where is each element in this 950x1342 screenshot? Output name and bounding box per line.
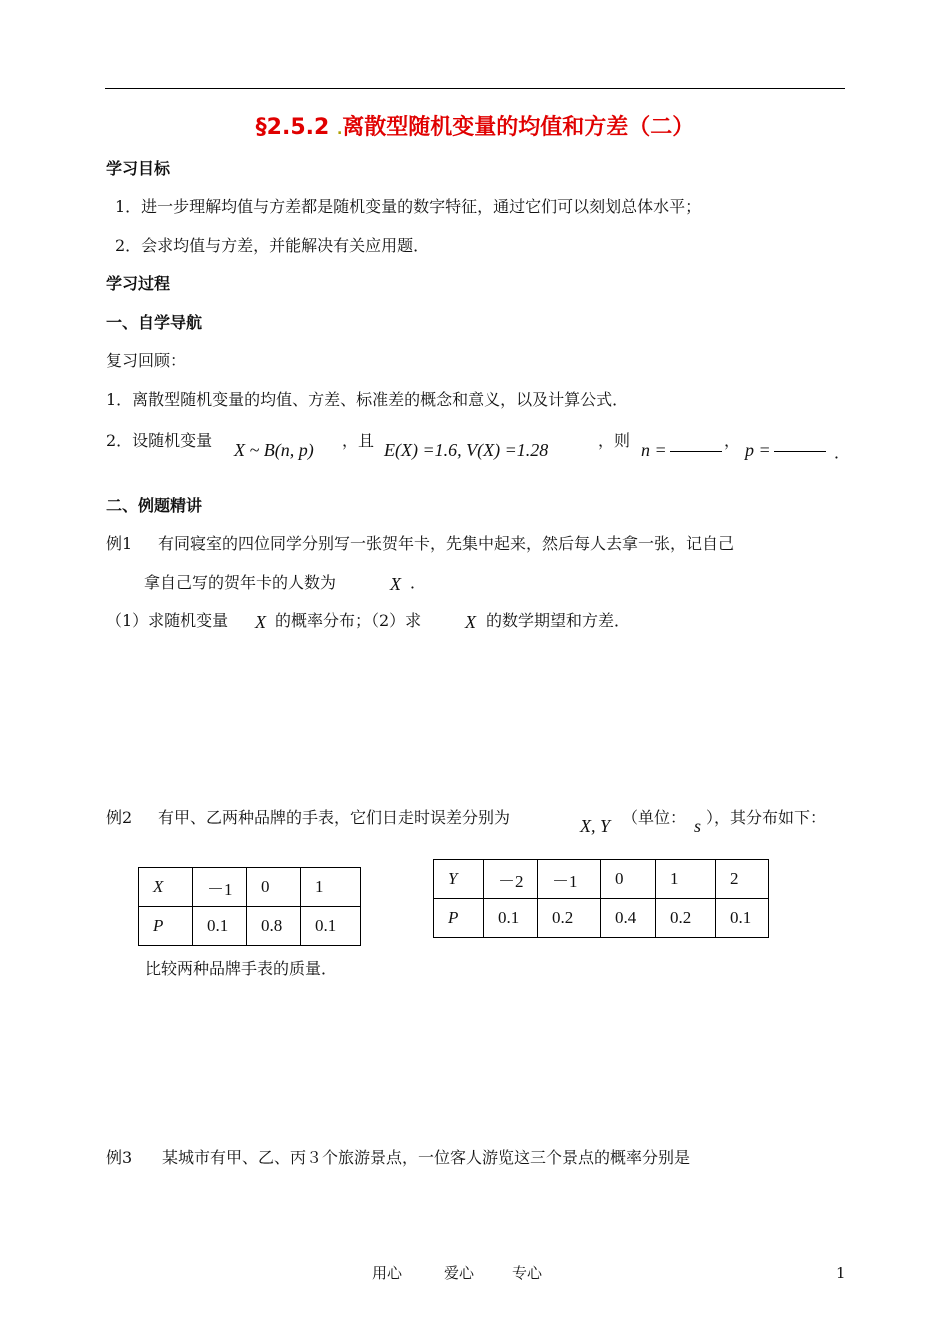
footer-yongxin: 用心 xyxy=(372,1264,403,1282)
page-number: 1 xyxy=(836,1264,846,1282)
item2-prefix: 2．设随机变量 xyxy=(106,431,213,450)
ex1-line2: 拿自己写的贺年卡的人数为 xyxy=(144,573,337,592)
review-item-1: 1．离散型随机变量的均值、方差、标准差的概念和意义，以及计算公式． xyxy=(106,390,629,409)
table-cell: －1 xyxy=(538,860,601,899)
section1-heading: 一、自学导航 xyxy=(106,313,203,332)
table-cell: －2 xyxy=(484,860,538,899)
review-item-2 xyxy=(106,428,212,451)
table-cell: 0.1 xyxy=(301,907,361,946)
table-cell: P xyxy=(139,907,193,946)
section2-heading: 二、例题精讲 xyxy=(106,496,203,515)
ex1-line2-end: ． xyxy=(410,573,427,592)
n-blank: n = xyxy=(641,440,725,461)
table-cell: 0.8 xyxy=(247,907,301,946)
ex2-unit-a: （单位： xyxy=(622,808,687,827)
table-x-distribution xyxy=(138,867,361,946)
table-y-distribution xyxy=(433,859,769,938)
ex3-text: 某城市有甲、乙、丙３个旅游景点，一位客人游览这三个景点的概率分别是 xyxy=(162,1148,691,1167)
table-cell: 1 xyxy=(656,860,716,899)
ex2-text: 有甲、乙两种品牌的手表，它们日走时误差分别为 xyxy=(158,808,511,827)
table-cell: 0.2 xyxy=(538,899,601,938)
table-cell: 0.1 xyxy=(716,899,769,938)
goal-item-1: 1．进一步理解均值与方差都是随机变量的数字特征，通过它们可以刻划总体水平； xyxy=(115,197,702,216)
table-cell: 0.1 xyxy=(484,899,538,938)
ex2-unit: s xyxy=(694,816,702,836)
process-heading: 学习过程 xyxy=(106,274,171,293)
table-cell: Y xyxy=(434,860,484,899)
ex1-q-var1: X xyxy=(255,612,266,632)
ex2-compare: 比较两种品牌手表的质量． xyxy=(145,959,338,978)
ex1-label: 例1 xyxy=(106,534,133,553)
ex1-q-a: （1）求随机变量 xyxy=(106,611,229,630)
item2-end: ． xyxy=(834,443,851,462)
ex1-line1: 有同寝室的四位同学分别写一张贺年卡，先集中起来，然后每人去拿一张，记自己 xyxy=(158,534,735,553)
footer-aixin: 爱心 xyxy=(444,1264,475,1282)
table-cell: －1 xyxy=(193,868,247,907)
ex1-q-b: 的概率分布；（2）求 xyxy=(275,611,422,630)
ex1-q-c: 的数学期望和方差． xyxy=(486,611,631,630)
header-rule xyxy=(105,88,845,89)
ex2-label: 例2 xyxy=(106,808,133,827)
table-cell: 0.2 xyxy=(656,899,716,938)
goal-item-2: 2．会求均值与方差，并能解决有关应用题． xyxy=(115,236,430,255)
table-cell: 0 xyxy=(601,860,656,899)
item2-then: ，则 xyxy=(598,431,631,450)
p-blank: p = xyxy=(745,440,829,461)
ex1-q-var2: X xyxy=(465,612,476,632)
footer-zhuanxin: 专心 xyxy=(512,1264,543,1282)
table-row xyxy=(139,868,361,907)
binomial-formula: X ~ B(n, p) xyxy=(234,440,314,460)
answer-blank-p xyxy=(774,451,826,452)
item2-sep: ， xyxy=(724,431,741,450)
expectation-formula: E(X) =1.6, V(X) =1.28 xyxy=(384,440,549,460)
table-cell: P xyxy=(434,899,484,938)
table-cell: 0.1 xyxy=(193,907,247,946)
ex2-unit-b: ），其分布如下： xyxy=(706,808,827,827)
goals-heading: 学习目标 xyxy=(106,159,171,178)
table-row xyxy=(139,907,361,946)
review-label: 复习回顾： xyxy=(106,351,187,370)
page-title: §2.5.2 .离散型随机变量的均值和方差（二） xyxy=(255,115,695,140)
ex2-vars: X, Y xyxy=(580,816,611,836)
table-cell: 1 xyxy=(301,868,361,907)
answer-blank-n xyxy=(670,451,722,452)
ex1-var: X xyxy=(390,574,401,594)
ex3-label: 例3 xyxy=(106,1148,133,1167)
table-cell: 0 xyxy=(247,868,301,907)
table-cell: 2 xyxy=(716,860,769,899)
item2-and: ，且 xyxy=(342,431,375,450)
table-row xyxy=(434,899,769,938)
table-row xyxy=(434,860,769,899)
table-cell: 0.4 xyxy=(601,899,656,938)
table-cell: X xyxy=(139,868,193,907)
